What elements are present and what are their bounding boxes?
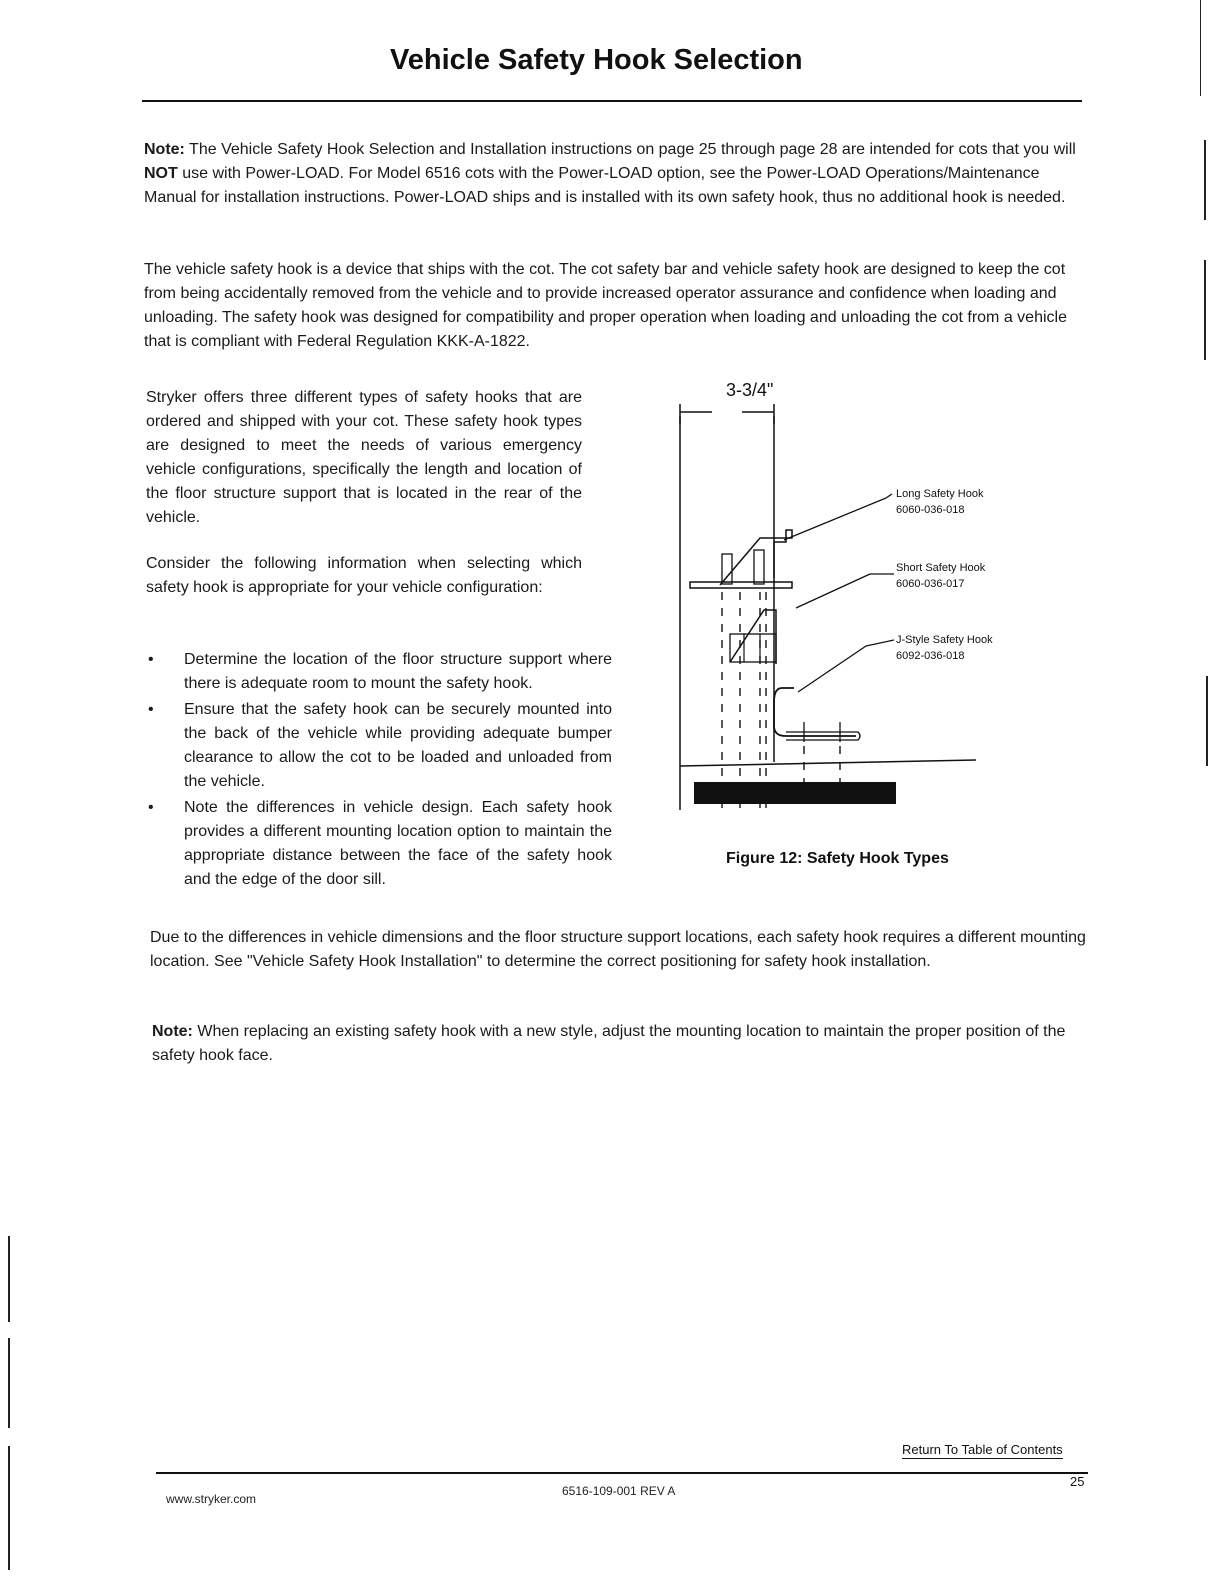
safety-hook-description-paragraph: The vehicle safety hook is a device that ships with the cot. The cot safety bar and vehicle safety hook are designed to keep the cot from being accidentally removed from the vehicle and to provide increased operator assurance and confidence when loading and unloading. The safety hook was designed for compatibility and proper operation when loading and unloading the cot from a vehicle that is compliant with Federal Regulation KKK-A-1822.: [144, 261, 1067, 350]
page-number: 25: [1070, 1474, 1085, 1489]
long-hook-leader-end: [886, 494, 892, 498]
floor-line: [680, 760, 976, 766]
note-replace-paragraph: [152, 1020, 1092, 1068]
list-item: [146, 698, 612, 794]
scan-edge-mark: [8, 1446, 10, 1570]
title-rule: [142, 100, 1082, 102]
j-hook-leader-end: [866, 640, 894, 646]
page-title: Vehicle Safety Hook Selection: [390, 44, 803, 76]
long-hook-base: [690, 582, 792, 588]
mounting-location-paragraph: Due to the differences in vehicle dimensions and the floor structure support locations, each safety hook requires a different mounting location. See "Vehicle Safety Hook Installation" to determine the correct positioning for safety hook installation.: [150, 929, 1086, 970]
short-hook-body: [730, 634, 776, 662]
dimension-label: 3-3/4": [726, 380, 774, 400]
j-hook-label: J-Style Safety Hook: [896, 634, 993, 646]
long-hook-label: Long Safety Hook: [896, 488, 984, 500]
footer-rule: [156, 1472, 1088, 1474]
long-hook-leader: [784, 498, 886, 540]
j-hook-leader: [798, 646, 866, 692]
note-label: Note:: [144, 141, 185, 158]
j-hook-part-number: 6092-036-018: [896, 650, 965, 662]
j-style-safety-hook-shape: [774, 688, 856, 736]
return-to-contents-link[interactable]: Return To Table of Contents: [902, 1442, 1063, 1457]
short-safety-hook-shape: [730, 610, 776, 664]
scan-edge-mark: [8, 1338, 10, 1428]
figure-caption: Figure 12: Safety Hook Types: [726, 850, 949, 867]
list-item: [146, 648, 612, 696]
scan-edge-mark: [1204, 260, 1206, 360]
note-intro-paragraph: [144, 138, 1084, 210]
note-intro-text: The Vehicle Safety Hook Selection and Installation instructions on page 25 through page 28 are intended for cots that you will: [184, 141, 1076, 158]
bullet-text: Ensure that the safety hook can be securely mounted into the back of the vehicle while providing adequate bumper clearance to allow the cot to be loaded and unloaded from the vehicle.: [184, 701, 612, 790]
short-hook-leader: [796, 574, 870, 608]
list-item: [146, 796, 612, 892]
note-replace-text: When replacing an existing safety hook with a new style, adjust the mounting location to maintain the proper position of the safety hook face.: [152, 1023, 1066, 1064]
scan-edge-mark: [8, 1236, 10, 1322]
bullet-glyph: •: [148, 799, 154, 816]
long-hook-part-number: 6060-036-018: [896, 504, 965, 516]
bullet-glyph: •: [148, 651, 154, 668]
bullet-text: Determine the location of the floor structure support where there is adequate room to mount the safety hook.: [184, 651, 612, 692]
note-label: Note:: [152, 1023, 193, 1040]
selection-bullet-list: [146, 648, 612, 894]
safety-hook-figure: [660, 370, 1020, 850]
long-hook-bolt-1: [722, 554, 732, 584]
short-hook-label: Short Safety Hook: [896, 562, 986, 574]
bullet-text: Note the differences in vehicle design. Each safety hook provides a different mounting location option to maintain the appropriate distance between the face of the safety hook and the edge of the door sill.: [184, 799, 612, 888]
scan-edge-mark: [1200, 0, 1201, 96]
note-intro-emphasis: NOT: [144, 165, 178, 182]
footer-document-number: 6516-109-001 REV A: [562, 1484, 676, 1498]
scan-edge-mark: [1206, 676, 1208, 766]
scan-edge-mark: [1204, 140, 1206, 220]
selection-intro-paragraph: Consider the following information when selecting which safety hook is appropriate for your vehicle configuration:: [146, 555, 582, 596]
short-hook-part-number: 6060-036-017: [896, 578, 965, 590]
bullet-glyph: •: [148, 701, 154, 718]
safety-hook-diagram: [660, 370, 1020, 850]
long-safety-hook-shape: [720, 530, 792, 585]
alignment-dashed-lines: [722, 592, 840, 810]
bumper-bar: [694, 782, 896, 804]
footer-url: www.stryker.com: [166, 1492, 257, 1506]
hook-types-paragraph: Stryker offers three different types of safety hooks that are ordered and shipped with your cot. These safety hook types are designed to meet the needs of various emergency vehicle configurations, specifically the length and location of the floor structure support that is located in the rear of the vehicle.: [146, 389, 582, 526]
long-hook-bolt-2: [754, 550, 764, 584]
note-intro-text-2: use with Power-LOAD. For Model 6516 cots with the Power-LOAD option, see the Power-LOAD Operations/Maintenance Manual for installation instructions. Power-LOAD ships and is installed with its own safety hook, thus no additional hook is needed.: [144, 165, 1066, 206]
